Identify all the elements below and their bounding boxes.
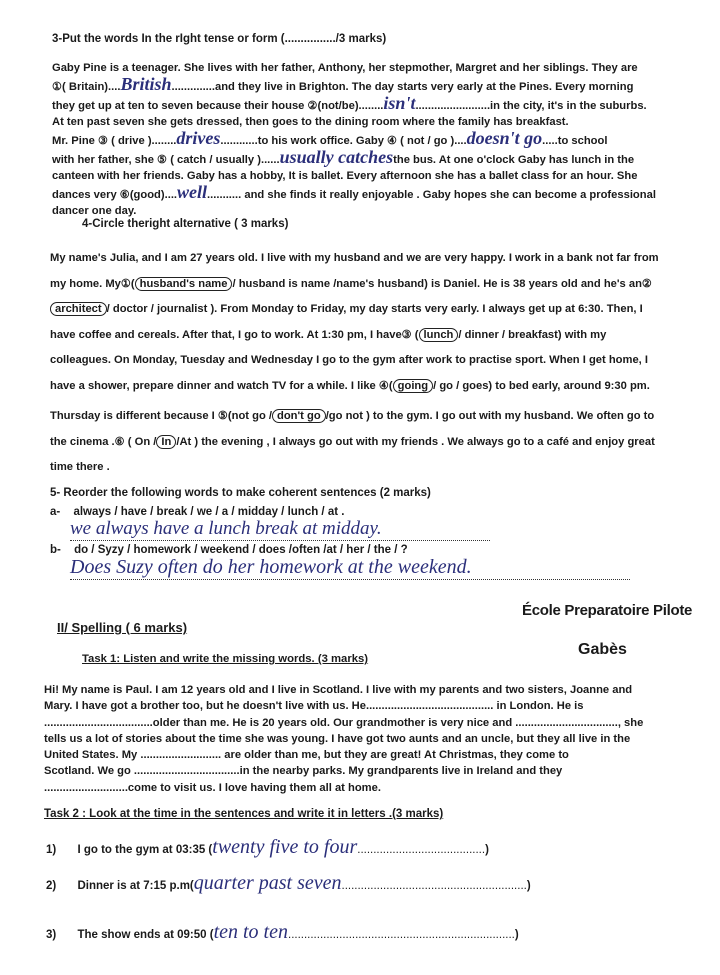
- text-fragment: with her father, she ⑤ ( catch / usually )......: [52, 154, 280, 166]
- text-fragment: ①( Britain)....: [52, 81, 121, 93]
- item-prompt: I go to the gym at 03:35 (: [77, 844, 213, 856]
- item-number: 3): [46, 929, 57, 941]
- circled-answer: lunch: [419, 328, 459, 342]
- ex5-title: 5- Reorder the following words to make coherent sentences (2 marks): [50, 487, 431, 499]
- item-label: a-: [50, 506, 61, 518]
- circled-answer: In: [156, 435, 176, 449]
- text-line: Scotland. We go ..................................in the nearby parks. My grandparents live in Ireland and they: [44, 765, 563, 778]
- circled-answer: husband's name: [135, 277, 233, 291]
- ex3-title: 3-Put the words In the rIght tense or form (................/3 marks): [52, 33, 387, 45]
- text-fragment: ........................in the city, it's in the suburbs.: [415, 100, 647, 112]
- task-title-text: Task 2 : Look at the time in the sentences and write it in letters .(3 marks): [44, 808, 444, 820]
- text-fragment: have coffee and cereals. After that, I go to work. At 1:30 pm, I have③ (: [50, 328, 419, 341]
- spelling-title: II/ Spelling ( 6 marks): [57, 620, 188, 635]
- item-number: 2): [46, 880, 57, 892]
- task2-title: [44, 808, 443, 820]
- school-stamp-line2: Gabès: [578, 641, 627, 658]
- text-fragment: / doctor / journalist ). From Monday to Friday, my day starts very early. I always get up at 6:30. Then, I: [106, 303, 643, 315]
- text-fragment: Mr. Pine ③ ( drive )........: [52, 135, 177, 147]
- text-line: tells us a lot of stories about the time she was young. I have got two aunts and an uncle, but they all live in the: [44, 732, 631, 745]
- text-fragment: Thursday is different because I ⑤(not go /: [50, 410, 273, 422]
- item-close: ): [526, 880, 531, 892]
- handwritten-answer: twenty five to four: [212, 836, 358, 858]
- circled-answer: going: [393, 379, 433, 393]
- item-close: ): [514, 929, 519, 941]
- scrambled-words: do / Syzy / homework / weekend / does /often /at / her / the / ?: [74, 544, 408, 556]
- handwritten-answer: ten to ten: [213, 921, 288, 943]
- text-fragment: /go not ) to the gym. I go out with my husband. We often go to: [325, 410, 655, 422]
- text-line: time there .: [50, 461, 110, 473]
- item-number: 1): [46, 844, 57, 856]
- text-fragment: / husband is name /name's husband) is Daniel. He is 38 years old and he's an②: [232, 277, 652, 290]
- text-fragment: ............to his work office. Gaby ④ ( not / go )....: [220, 135, 467, 147]
- handwritten-answer: British: [120, 74, 172, 94]
- text-line: United States. My .......................... are older than me, but they are great! At Christmas, they come to: [44, 749, 569, 762]
- circled-answer: don't go: [272, 409, 326, 423]
- text-line: ...................................older than me. He is 20 years old. Our grandmother is very nice and ................................., she: [44, 716, 644, 729]
- text-fragment: ........... and she finds it really enjoyable . Gaby hopes she can become a professional: [207, 189, 656, 201]
- text-line: ...........................come to visit us. I love having them all at home.: [44, 781, 381, 794]
- text-fragment: the cinema .⑥ ( On /: [50, 435, 157, 448]
- handwritten-answer: quarter past seven: [193, 872, 342, 894]
- item-close: ): [485, 844, 489, 856]
- text-fragment: ..............and they live in Brighton. The day starts very early at the Pines. Every morning: [171, 81, 634, 93]
- text-line: colleagues. On Monday, Tuesday and Wednesday I go to the gym after work to practise sport. When I get home, I: [50, 354, 649, 366]
- text-line: Hi! My name is Paul. I am 12 years old and I live in Scotland. I live with my parents and two sisters, Joanne and: [44, 684, 633, 696]
- task2-item: 1) I go to the gym at 03:35 (twenty five to four........................................): [46, 836, 489, 858]
- task1-title: [82, 653, 368, 665]
- text-fragment: my home. My①(: [50, 277, 135, 290]
- scrambled-words: always / have / break / we / a / midday / lunch / at .: [73, 506, 345, 518]
- circled-answer: architect: [50, 302, 107, 316]
- task2-item: 3) The show ends at 09:50 (ten to ten.......................................................................): [46, 921, 519, 943]
- text-fragment: /At ) the evening , I always go out with my friends . We always go to a café and enjoy great: [176, 435, 655, 448]
- handwritten-answer: well: [177, 182, 208, 202]
- handwritten-answer: isn't: [383, 93, 416, 113]
- ex5-a: [50, 506, 344, 518]
- ex5-b: [50, 544, 408, 556]
- text-line: dancer one day.: [52, 205, 137, 217]
- school-stamp-line1: École Preparatoire Pilote: [522, 602, 693, 619]
- text-fragment: have a shower, prepare dinner and watch TV for a while. I like ④(: [50, 379, 393, 392]
- text-line: At ten past seven she gets dressed, then goes to the dining room where the family has breakfast.: [52, 116, 569, 128]
- task1-text: [44, 682, 699, 796]
- task-title-text: Task 1: Listen and write the missing words. (3 marks): [82, 653, 369, 665]
- text-fragment: the bus. At one o'clock Gaby has lunch in the: [393, 154, 635, 166]
- handwritten-answer: usually catches: [279, 147, 394, 167]
- item-prompt: Dinner is at 7:15 p.m(: [77, 880, 194, 892]
- handwritten-answer: Does Suzy often do her homework at the weekend.: [70, 556, 630, 580]
- ex4-text: [50, 246, 710, 481]
- handwritten-answer: drives: [176, 128, 221, 148]
- text-fragment: / dinner / breakfast) with my: [458, 328, 607, 341]
- text-fragment: / go / goes) to bed early, around 9:30 pm.: [433, 379, 650, 392]
- text-fragment: they get up at ten to seven because their house ②(not/be)........: [52, 100, 384, 112]
- handwritten-answer: we always have a lunch break at midday.: [70, 518, 490, 541]
- text-line: Mary. I have got a brother too, but he doesn't live with us. He......................................... in London. He is: [44, 700, 584, 713]
- task2-item: 2) Dinner is at 7:15 p.m(quarter past seven..........................................................): [46, 872, 531, 894]
- item-prompt: The show ends at 09:50 (: [77, 929, 214, 941]
- text-fragment: .....to school: [542, 135, 608, 147]
- ex4-title: 4-Circle theright alternative ( 3 marks): [82, 218, 289, 230]
- text-line: Gaby Pine is a teenager. She lives with her father, Anthony, her stepmother, Margret and her siblings. They are: [52, 62, 638, 74]
- ex3-text: [52, 60, 702, 219]
- text-line: My name's Julia, and I am 27 years old. I live with my husband and we are very happy. I work in a bank not far from: [50, 252, 659, 264]
- text-fragment: dances very ⑥(good)....: [52, 189, 178, 201]
- text-line: canteen with her friends. Gaby has a hobby, It is ballet. Every afternoon she has a ballet class for an hour. She: [52, 170, 638, 182]
- handwritten-answer: doesn't go: [466, 128, 543, 148]
- item-label: b-: [50, 544, 61, 556]
